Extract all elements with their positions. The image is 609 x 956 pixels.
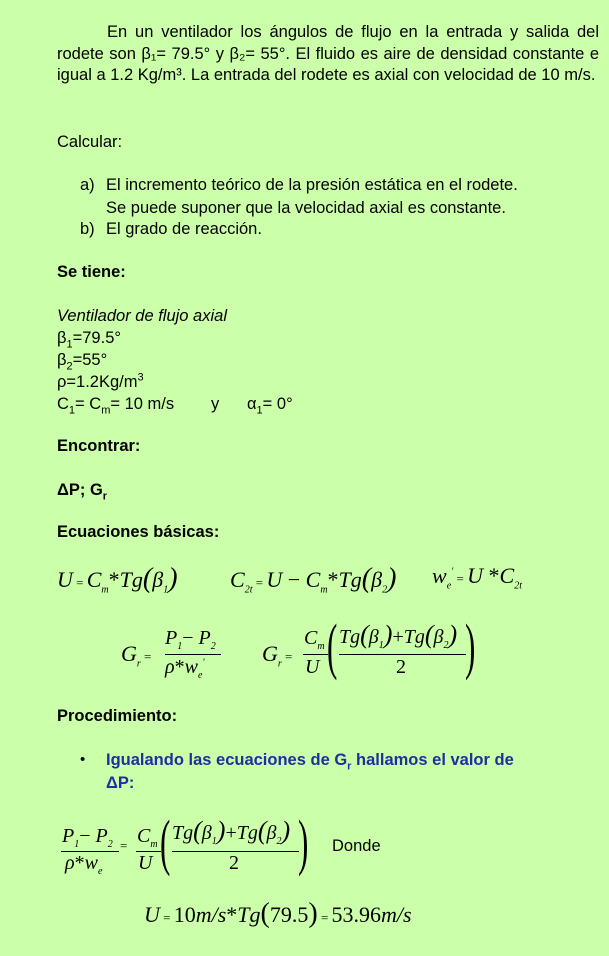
equation-gr-1-den: $\rho*w_e'$ — [165, 656, 205, 681]
se-tiene-heading: Se tiene: — [57, 263, 126, 281]
procedure-step-line1: Igualando las ecuaciones de $G_r$ hallamos el valor de — [106, 751, 514, 773]
list-item-a-text2: Se puede suponer que la velocidad axial es constante. — [106, 199, 506, 217]
equation-combined-den: $\rho*w_e$ — [65, 852, 103, 877]
encontrar-value: ΔP; $G_r$ — [57, 481, 108, 503]
given-beta1: $\beta_1=79.5^\circ$ — [57, 329, 121, 351]
list-item-a-text: El incremento teórico de la presión estática en el rodete. — [106, 176, 518, 194]
equation-c2t: $C_{2t} = U - C_m*Tg(\beta_2)$ — [230, 563, 397, 596]
equation-combined-u: U — [138, 852, 153, 874]
equation-gr-2-lhs: $G_r$ = — [262, 641, 293, 670]
ecuaciones-heading: Ecuaciones básicas: — [57, 523, 220, 541]
equation-we: $w_e' = U$ $*C_{2t}$ — [432, 563, 522, 592]
subtitle-ventilador: Ventilador de flujo axial — [57, 307, 227, 325]
given-c1: $C_1= C_m= 10$ m/s — [57, 395, 175, 417]
equals-sign: = — [120, 838, 128, 853]
bullet: • — [80, 751, 86, 768]
equation-gr-2-num: $Tg(\beta_1)+Tg(\beta_2)$ — [339, 620, 458, 651]
equation-gr-1-num: $P_1- P_2$ — [165, 627, 216, 652]
given-alpha1: $\alpha_1= 0^\circ$ — [247, 395, 293, 417]
equation-combined-num: $P_1- P_2$ — [62, 825, 113, 850]
equation-combined-cm: $C_m$ — [137, 825, 158, 850]
encontrar-heading: Encontrar: — [57, 437, 141, 455]
left-paren: ( — [327, 613, 338, 681]
right-paren: ) — [465, 613, 476, 681]
intro-first-word: En — [107, 23, 128, 41]
equation-gr-1-lhs: $G_r$ = — [121, 641, 152, 670]
equation-result: U = 10m/s*Tg(79.5) = 53.96m/s — [144, 898, 412, 929]
given-beta2: $\beta_2=55^\circ$ — [57, 351, 108, 373]
fraction-bar — [165, 654, 221, 655]
given-rho: $\rho=1.2Kg/m^3$ — [57, 371, 144, 391]
procedure-step-line2: ΔP: — [106, 774, 135, 792]
right-paren: ) — [298, 809, 309, 877]
equation-u: $U = C_m*Tg(\beta_1)$ — [57, 563, 178, 596]
equation-gr-2-den: 2 — [396, 656, 406, 678]
calcular-heading: Calcular: — [57, 133, 123, 151]
list-item-marker-b: b) — [80, 220, 95, 238]
donde-label: Donde — [332, 837, 381, 855]
equation-combined-tg: $Tg(\beta_1)+Tg(\beta_2)$ — [172, 816, 291, 847]
given-y: y — [211, 395, 220, 413]
equation-combined-2: 2 — [229, 852, 239, 874]
intro-text: un ventilador los ángulos de flujo en la entrada y salida del rodete son β₁= 79.5° y β₂= 55°. El fluido es aire de densidad constante e igual a 1.2 Kg/m³. La entrada del rodete es axial con velocidad de 10 m/s. — [57, 23, 599, 84]
problem-statement — [57, 22, 599, 87]
procedimiento-heading: Procedimiento: — [57, 707, 178, 725]
left-paren: ( — [160, 809, 171, 877]
list-item-b-text: El grado de reacción. — [106, 220, 262, 238]
fraction-bar — [303, 654, 328, 655]
fraction-bar — [339, 654, 466, 655]
equation-gr-2-cm: $C_m$ — [304, 627, 325, 652]
list-item-marker-a: a) — [80, 176, 95, 194]
equation-gr-2-u: U — [305, 656, 320, 678]
